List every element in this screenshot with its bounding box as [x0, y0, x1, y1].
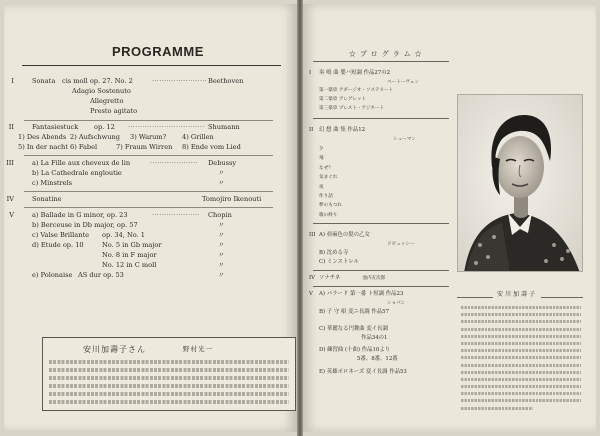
composer: Beethoven [208, 77, 244, 85]
jp-programme-title: ☆ プ ロ グ ラ ム ☆ [349, 50, 423, 58]
jp-item: II 幻 想 曲 集 作品12 [309, 127, 366, 133]
piece: 7) Fraum Wirren [116, 143, 173, 151]
ditto-mark: 〃 [218, 221, 225, 229]
composer: Tomojiro Ikenouti [202, 195, 262, 203]
leader-dots: ···················· [152, 211, 200, 219]
jp-movement: 第一楽章 アダージオ・ソステヌート [319, 88, 394, 93]
jp-rule [313, 61, 449, 62]
etude-no: No. 12 in C moll [102, 261, 157, 269]
right-page [303, 4, 596, 432]
work-title: b) La Cathedrale engloutie [32, 169, 122, 177]
work-title: Fantasiestuck [32, 123, 79, 131]
jp-item: C) ミンストレル [319, 259, 359, 265]
work-line [32, 122, 287, 132]
work-line [32, 168, 287, 178]
jp-item: 作品34の1 [361, 335, 388, 341]
work-line [32, 240, 287, 250]
portrait-caption: 安川加壽子 [493, 289, 541, 298]
section-5 [9, 210, 287, 280]
jp-item: D) 練習曲 (十曲) 作品10より [319, 347, 391, 353]
ditto-mark: 〃 [218, 241, 225, 249]
ditto-mark: 〃 [218, 251, 225, 259]
jp-movement: 第二楽章 アレグレット [319, 97, 367, 102]
composer: Debussy [208, 159, 237, 167]
work-line [32, 194, 287, 204]
jp-composer: シューマン [393, 137, 416, 142]
ditto-mark: 〃 [218, 261, 225, 269]
leader-dots: ······················· [152, 77, 208, 85]
etude-no: No. 5 in Gb major [102, 241, 162, 249]
section-numeral: V [9, 211, 14, 219]
work-title: Sonatine [32, 195, 62, 203]
work-opus: op. 34, No. 1 [102, 231, 145, 239]
jp-item: E) 英雄ポロネーズ 変イ長調 作品53 [319, 369, 407, 375]
work-opus: AS dur op. 53 [78, 271, 124, 279]
work-line [32, 260, 287, 270]
work-line [32, 230, 287, 240]
etude-no: No. 8 in F major [102, 251, 157, 259]
portrait-image [458, 95, 583, 272]
work-title: c) Minstrels [32, 179, 73, 187]
essay-box [42, 337, 296, 411]
piece: 1) Des Abends [18, 133, 67, 141]
work-line [32, 270, 287, 280]
piece: 8) Ende vom Lied [182, 143, 241, 151]
piece: 6) Fabel [70, 143, 98, 151]
work-title: e) Polonaise [32, 271, 73, 279]
piece: 5) In der nacht [18, 143, 68, 151]
programme-title: PROGRAMME [112, 44, 204, 59]
section-divider [24, 120, 273, 121]
jp-rule [313, 286, 449, 287]
jp-composer: ドビュッシー [387, 242, 415, 247]
pianist-portrait [457, 94, 583, 272]
work-title: d) Etude op. 10 [32, 241, 84, 249]
section-divider [24, 155, 273, 156]
ditto-mark: 〃 [218, 231, 225, 239]
piece: 3) Warum? [130, 133, 167, 141]
work-line [32, 158, 287, 168]
composer: Shumann [208, 123, 240, 131]
section-numeral: I [11, 77, 14, 85]
work-opus: op. 12 [94, 123, 115, 131]
composer: Chopin [208, 211, 232, 219]
section-2 [8, 122, 287, 152]
piece: 2) Aufschwung [70, 133, 120, 141]
essay-body [49, 360, 289, 407]
title-rule [22, 65, 281, 66]
work-line [32, 210, 287, 220]
essay-heading: 安川加壽子さん [83, 345, 146, 354]
leader-dots: ···················· [150, 159, 198, 167]
jp-item: IV ソナチネ 池内友次郎 [309, 275, 386, 281]
work-line [32, 220, 287, 230]
movement: Presto agitato [90, 107, 138, 115]
work-title: a) Ballade in G minor, op. 23 [32, 211, 128, 219]
biography-text [461, 306, 581, 414]
essay-author: 野村光一 [183, 345, 213, 353]
jp-rule [313, 270, 449, 271]
section-3 [6, 158, 287, 188]
work-line [32, 250, 287, 260]
work-title: c) Valse Brillante [32, 231, 89, 239]
jp-composer: ベートーヴェン [387, 80, 419, 85]
jp-movement: 第三楽章 プレスト・アジタート [319, 106, 385, 111]
work-title: Sonata [32, 77, 56, 85]
work-key: cis moll op. 27. No. 2 [62, 77, 133, 85]
section-numeral: III [6, 159, 14, 167]
jp-item: I 奏 鳴 曲 嬰ハ短調 作品27の2 [309, 70, 391, 76]
ditto-mark: 〃 [218, 169, 225, 177]
jp-rule [313, 223, 449, 224]
work-line [32, 178, 287, 188]
jp-rule [313, 118, 449, 119]
movement: Adagio Sostenuto [72, 87, 131, 95]
jp-item: 5番、8番、12番 [357, 356, 398, 362]
section-1 [11, 76, 287, 116]
movement: Allegretto [90, 97, 124, 105]
jp-item: III A) 亜麻色の髪の乙女 [309, 232, 370, 238]
section-numeral: IV [6, 195, 14, 203]
section-4 [6, 194, 287, 204]
section-divider [24, 207, 273, 208]
ditto-mark: 〃 [218, 271, 225, 279]
ditto-mark: 〃 [218, 179, 225, 187]
leader-dots: ································ [128, 123, 205, 131]
piece-row [18, 142, 287, 152]
piece: 4) Grillen [182, 133, 214, 141]
jp-item: B) 沈める寺 [319, 250, 349, 256]
piece-row [18, 132, 287, 142]
left-page [4, 4, 297, 432]
work-title: b) Berceuse in Db major, op. 57 [32, 221, 138, 229]
jp-item: C) 華麗なる円舞曲 変イ長調 [319, 326, 388, 332]
work-line [32, 76, 287, 86]
section-numeral: II [8, 123, 14, 131]
jp-item: B) 子 守 唄 変ニ長調 作品57 [319, 309, 390, 315]
work-title: a) La Fille aux cheveux de lin [32, 159, 131, 167]
jp-composer: ショパン [387, 301, 406, 306]
section-divider [24, 191, 273, 192]
jp-piece-list: 夕 飛 なぜ？ 気まぐれ 夜 作り話 夢のもつれ 歌の終り [319, 147, 342, 218]
jp-item: V A) バラード 第一番 ト短調 作品23 [309, 291, 404, 297]
